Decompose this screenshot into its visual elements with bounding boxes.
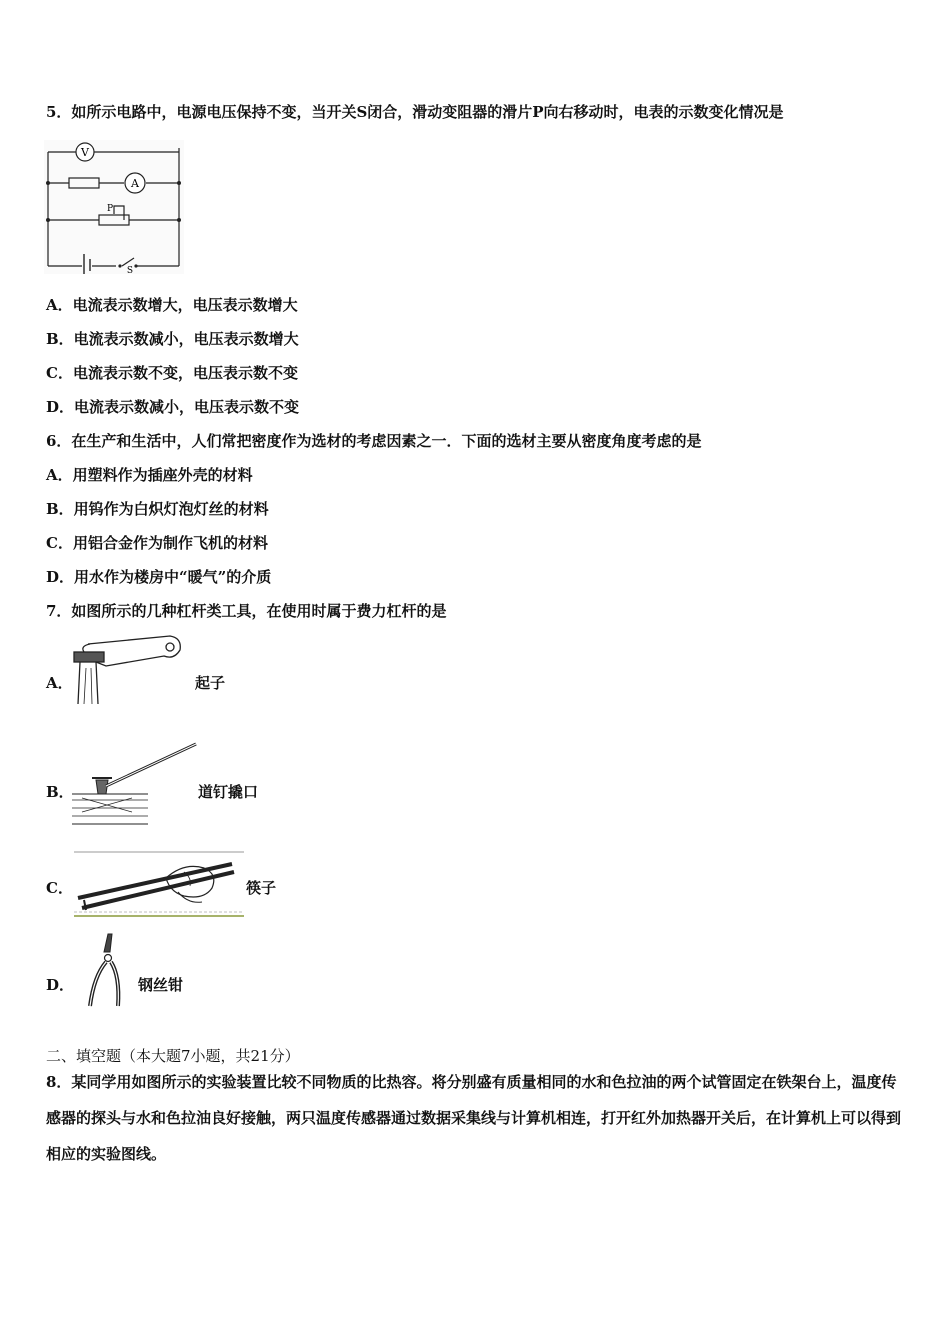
pliers-illustration (84, 932, 134, 1012)
q7-option-d-letter: D． (46, 976, 75, 994)
q7-option-c-letter: C． (46, 879, 73, 897)
voltmeter-label: V (81, 146, 89, 159)
q7-option-d-label: 钢丝钳 (138, 976, 184, 994)
slider-label: P (106, 204, 114, 214)
ammeter-label: A (131, 177, 139, 190)
switch-label: S (126, 266, 134, 274)
q6-option-a: A．用塑料作为插座外壳的材料 (46, 466, 253, 484)
section-heading: 二、填空题（本大题7小题，共21分） (46, 1047, 300, 1065)
q7-option-c-label: 筷子 (246, 879, 277, 897)
q6-option-b: B．用钨作为白炽灯泡灯丝的材料 (46, 500, 269, 518)
q7-option-b-letter: B． (46, 783, 74, 801)
q5-stem: 5．如所示电路中，电源电压保持不变，当开关S闭合，滑动变阻器的滑片P向右移动时，电表的示数变化情况是 (46, 103, 784, 121)
q7-option-b-label: 道钉撬口 (198, 783, 259, 801)
q6-option-d: D．用水作为楼房中“暖气”的介质 (46, 568, 272, 586)
circuit-diagram (44, 140, 184, 274)
q5-option-b: B．电流表示数减小，电压表示数增大 (46, 330, 299, 348)
q6-option-c: C．用铝合金作为制作飞机的材料 (46, 534, 268, 552)
q7-option-a-letter: A． (46, 674, 73, 692)
q5-option-d: D．电流表示数减小，电压表示数不变 (46, 398, 300, 416)
chopsticks-illustration (72, 848, 248, 922)
q7-option-a-label: 起子 (195, 674, 226, 692)
q8-text: 8．某同学用如图所示的实验装置比较不同物质的比热容。将分别盛有质量相同的水和色拉油的两个试管固定在铁架台上，温度传感器的探头与水和色拉油良好接触，两只温度传感器通过数据采集线与计算机相连，打开红外加热器开关后，在计算机上可以得到相应的实验图线。 (46, 1073, 902, 1163)
crowbar-illustration (72, 740, 202, 826)
bottle-opener-illustration (70, 634, 184, 706)
q5-option-a: A．电流表示数增大，电压表示数增大 (46, 296, 298, 314)
q6-stem: 6．在生产和生活中，人们常把密度作为选材的考虑因素之一．下面的选材主要从密度角度考虑的是 (46, 432, 702, 450)
q5-option-c: C．电流表示数不变，电压表示数不变 (46, 364, 298, 382)
q7-stem: 7．如图所示的几种杠杆类工具，在使用时属于费力杠杆的是 (46, 602, 447, 620)
